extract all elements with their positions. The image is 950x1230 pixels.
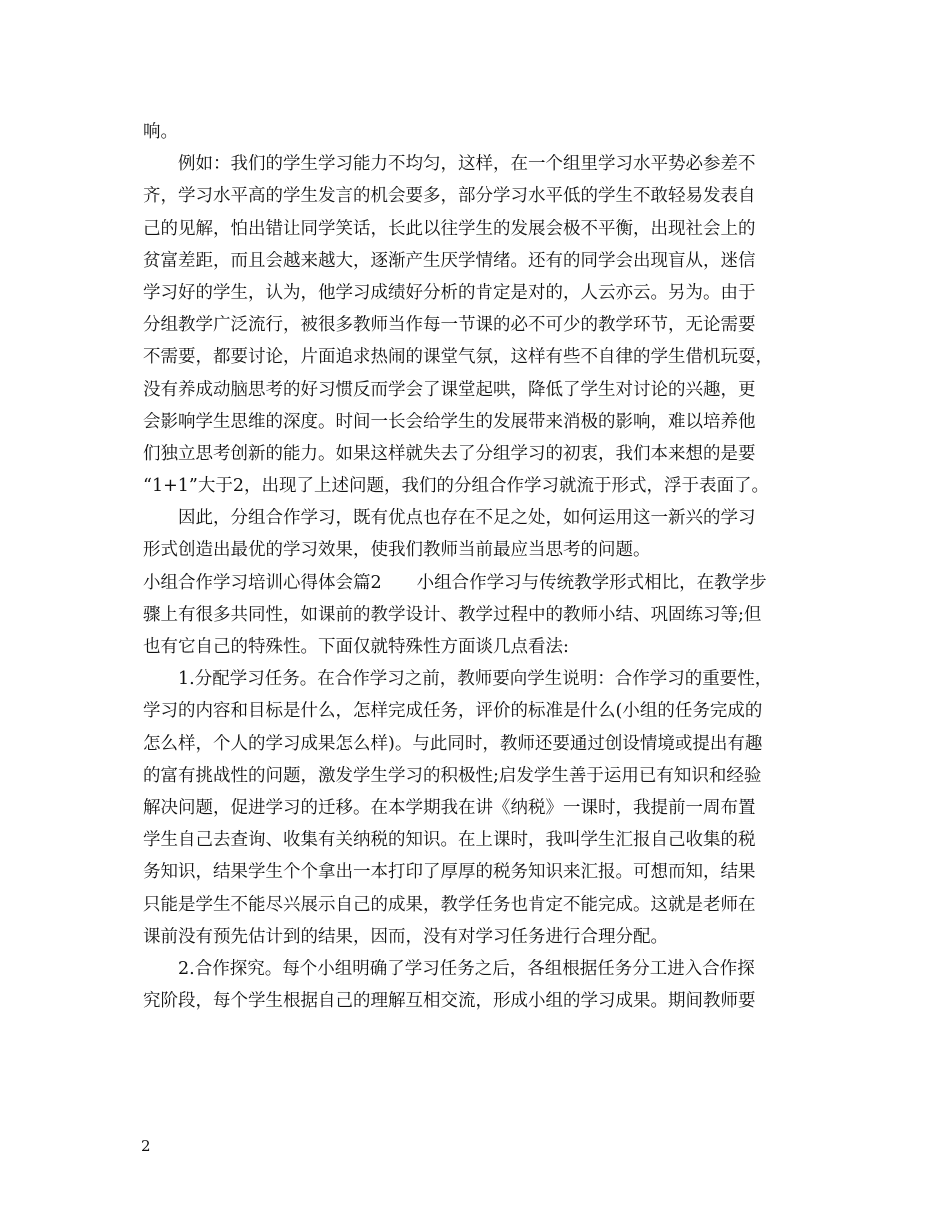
text-line: 齐，学习水平高的学生发言的机会要多，部分学习水平低的学生不敢轻易发表自 — [143, 186, 756, 207]
body-text — [143, 116, 823, 1017]
text-line: 骤上有很多共同性，如课前的教学设计、教学过程中的教师小结、巩固练习等;但 — [143, 604, 762, 625]
text-line: 务知识，结果学生个个拿出一本打印了厚厚的税务知识来汇报。可想而知，结果 — [143, 862, 756, 883]
text-line: 没有养成动脑思考的好习惯反而学会了课堂起哄，降低了学生对讨论的兴趣，更 — [143, 379, 756, 400]
text-line: 不需要，都要讨论，片面追求热闹的课堂气氛，这样有些不自律的学生借机玩耍， — [143, 347, 773, 368]
text-line: 2.合作探究。每个小组明确了学习任务之后，各组根据任务分工进入合作探 — [178, 958, 755, 979]
text-line: 学习的内容和目标是什么，怎样完成任务，评价的标准是什么(小组的任务完成的 — [143, 701, 763, 722]
page-number: 2 — [141, 1137, 151, 1155]
text-line: 也有它自己的特殊性。下面仅就特殊性方面谈几点看法: — [143, 637, 569, 657]
text-line: 1.分配学习任务。在合作学习之前，教师要向学生说明：合作学习的重要性， — [178, 669, 773, 690]
text-line: 解决问题，促进学习的迁移。在本学期我在讲《纳税》一课时，我提前一周布置 — [143, 797, 756, 818]
text-line: 小组合作学习培训心得体会篇2 小组合作学习与传统教学形式相比，在教学步 — [143, 572, 767, 593]
text-line: 分组教学广泛流行，被很多教师当作每一节课的必不可少的教学环节，无论需要 — [143, 315, 756, 336]
text-line: 只能是学生不能尽兴展示自己的成果，教学任务也肯定不能完成。这就是老师在 — [143, 894, 756, 915]
text-line: 们独立思考创新的能力。如果这样就失去了分组学习的初衷，我们本来想的是要 — [143, 443, 756, 464]
text-line: 究阶段，每个学生根据自己的理解互相交流，形成小组的学习成果。期间教师要 — [143, 991, 756, 1012]
text-line: 学习好的学生，认为，他学习成绩好分析的肯定是对的，人云亦云。另为。由于 — [143, 282, 756, 303]
text-line: 贫富差距，而且会越来越大，逐渐产生厌学情绪。还有的同学会出现盲从，迷信 — [143, 250, 756, 271]
text-line: 己的见解，怕出错让同学笑话，长此以往学生的发展会极不平衡，出现社会上的 — [143, 218, 756, 239]
text-line: 的富有挑战性的问题，激发学生学习的积极性;启发学生善于运用已有知识和经验 — [143, 765, 762, 786]
text-line: 怎么样，个人的学习成果怎么样)。与此同时，教师还要通过创设情境或提出有趣 — [143, 733, 763, 754]
text-line: 课前没有预先估计到的结果，因而，没有对学习任务进行合理分配。 — [143, 926, 668, 947]
text-line: “1+1”大于2，出现了上述问题，我们的分组合作学习就流于形式，浮于表面了。 — [143, 476, 769, 497]
text-line: 例如：我们的学生学习能力不均匀，这样，在一个组里学习水平势必参差不 — [178, 154, 756, 175]
text-line: 学生自己去查询、收集有关纳税的知识。在上课时，我叫学生汇报自己收集的税 — [143, 830, 756, 851]
text-line: 响。 — [143, 122, 178, 142]
text-line: 形式创造出最优的学习效果，使我们教师当前最应当思考的问题。 — [143, 540, 651, 561]
text-line: 因此，分组合作学习，既有优点也存在不足之处，如何运用这一新兴的学习 — [178, 508, 756, 529]
text-line: 会影响学生思维的深度。时间一长会给学生的发展带来消极的影响，难以培养他 — [143, 411, 756, 432]
